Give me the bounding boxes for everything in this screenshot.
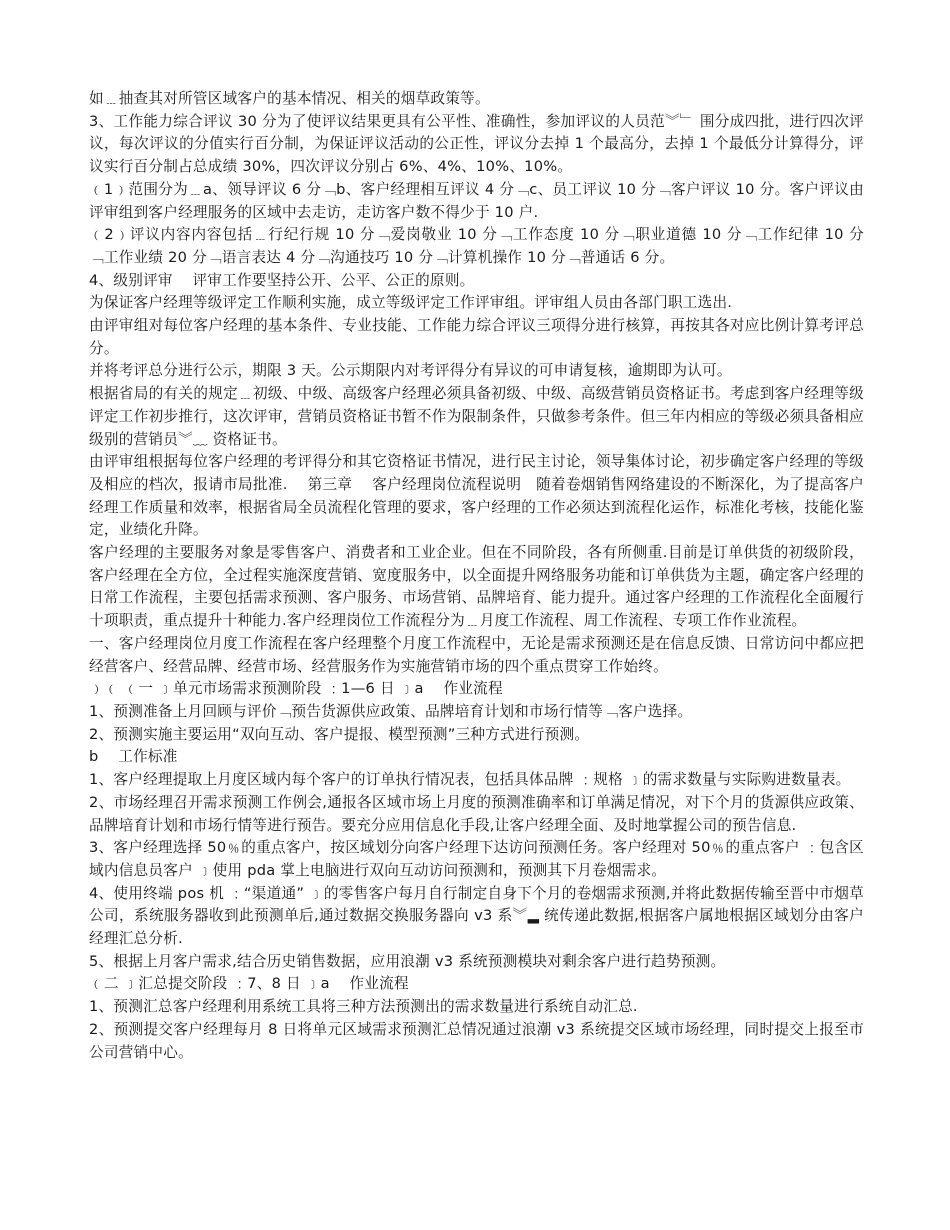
section-heading: ﹙二 ﹞汇总提交阶段 ﹕7、8 日 ﹞a 作业流程 (89, 975, 409, 993)
paragraph: 客户经理的主要服务对象是零售客户、消费者和工业企业。但在不同阶段，各有所侧重.目前是订单供货的初级阶段，客户经理在全方位，全过程实施深度营销、宽度服务中，以全面提升网络服务功能和订单供货为主题，确定客户经理的日常工作流程，主要包括需求预测、客户服务、市场营销、品牌培育、能力提升。通过客户经理的工作流程化全面履行十项职责，重点提升十种能力.客户经理岗位工作流程分为﹍月度工作流程、周工作流程、专项工作作业流程。 (89, 544, 864, 630)
paragraph: 由评审组根据每位客户经理的考评得分和其它资格证书情况，进行民主讨论，领导集体讨论，初步确定客户经理的等级及相应的档次，报请市局批准. 第三章 客户经理岗位流程说明 随着卷烟销售网络建设的不断深化，为了提高客户经理工作质量和效率，根据省局全员流程化管理的要求，客户经理的工作必须达到流程化运作，标准化考核，技能化鉴定，业绩化升降。 (89, 453, 864, 539)
paragraph: 为保证客户经理等级评定工作顺利实施，成立等级评定工作评审组。评审组人员由各部门职工选出. (89, 294, 733, 312)
section-heading: ﹚﹙ ﹙一 ﹞单元市场需求预测阶段 ﹕1—6 日 ﹞a 作业流程 (89, 680, 503, 698)
paragraph: 2、预测提交客户经理每月 8 日将单元区域需求预测汇总情况通过浪潮 v3 系统提交区域市场经理，同时提交上报至市公司营销中心。 (89, 1020, 864, 1061)
paragraph: 2、市场经理召开需求预测工作例会,通报各区域市场上月度的预测准确率和订单满足情况，对下个月的货源供应政策、品牌培育计划和市场行情等进行预告。要充分应用信息化手段,让客户经理全面、及时地掌握公司的预告信息. (89, 793, 864, 834)
paragraph: 1、预测准备上月回顾与评价﹁预告货源供应政策、品牌培育计划和市场行情等﹁客户选择。 (89, 702, 693, 720)
paragraph: 并将考评总分进行公示，期限 3 天。公示期限内对考评得分有异议的可申请复核，逾期即为认可。 (89, 362, 732, 380)
paragraph: ﹙1﹚范围分为﹍a、领导评议 6 分﹁b、客户经理相互评议 4 分﹁c、员工评议 10 分﹁客户评议 10 分。客户评议由评审组到客户经理服务的区域中去走访，走访客户数不得少于 10 户. (89, 180, 864, 221)
paragraph: 4、使用终端 pos 机 ﹕“渠道通” ﹞的零售客户每月自行制定自身下个月的卷烟需求预测,并将此数据传输至晋中市烟草公司，系统服务器收到此预测单后,通过数据交换服务器向 v3 系︾▂ 统传递此数据,根据客户属地根据区域划分由客户经理汇总分析. (89, 884, 864, 948)
paragraph: ﹙2﹚评议内容内容包括﹍行纪行规 10 分﹁爱岗敬业 10 分﹁工作态度 10 分﹁职业道德 10 分﹁工作纪律 10 分﹁工作业绩 20 分﹁语言表达 4 分﹁沟通技巧 10 分﹁计算机操作 10 分﹁普通话 6 分。 (89, 226, 864, 266)
paragraph: 3、客户经理选择 50﹪的重点客户，按区域划分向客户经理下达访问预测任务。客户经理对 50﹪的重点客户 ﹕包含区域内信息员客户 ﹞使用 pda 掌上电脑进行双向互动访问预测和，预测其下月卷烟需求。 (89, 839, 864, 879)
paragraph: 4、级别评审 评审工作要坚持公开、公平、公正的原则。 (89, 271, 475, 289)
paragraph: 1、预测汇总客户经理利用系统工具将三种方法预测出的需求数量进行系统自动汇总. (89, 998, 638, 1016)
paragraph: 5、根据上月客户需求,结合历史销售数据，应用浪潮 v3 系统预测模块对剩余客户进行趋势预测。 (89, 952, 726, 970)
paragraph: 2、预测实施主要运用“双向互动、客户提报、模型预测”三种方式进行预测。 (89, 725, 590, 743)
document-body (89, 88, 864, 1064)
paragraph: 由评审组对每位客户经理的基本条件、专业技能、工作能力综合评议三项得分进行核算，再按其各对应比例计算考评总分。 (89, 317, 864, 357)
paragraph: 根据省局的有关的规定﹍初级、中级、高级客户经理必须具备初级、中级、高级营销员资格证书。考虑到客户经理等级评定工作初步推行，这次评审，营销员资格证书暂不作为限制条件，只做参考条件。但三年内相应的等级必须具备相应级别的营销员︾﹏ 资格证书。 (89, 385, 864, 448)
paragraph: 1、客户经理提取上月度区域内每个客户的订单执行情况表，包括具体品牌 ﹕规格 ﹞的需求数量与实际购进数量表。 (89, 771, 851, 789)
paragraph: 如﹍抽查其对所管区域客户的基本情况、相关的烟草政策等。 (89, 90, 490, 107)
section-heading: b 工作标准 (89, 748, 178, 766)
paragraph: 3、工作能力综合评议 30 分为了使评议结果更具有公平性、准确性，参加评议的人员范︾﹂ 围分成四批，进行四次评议，每次评议的分值实行百分制，为保证评议活动的公正性，评议分去掉 1 个最高分，去掉 1 个最低分计算得分，评议实行百分制占总成绩 30%，四次评议分别占 6%、4%、10%、10%。 (89, 112, 864, 176)
paragraph: 一、客户经理岗位月度工作流程在客户经理整个月度工作流程中，无论是需求预测还是在信息反馈、日常访问中都应把经营客户、经营品牌、经营市场、经营服务作为实施营销市场的四个重点贯穿工作始终。 (89, 634, 864, 675)
